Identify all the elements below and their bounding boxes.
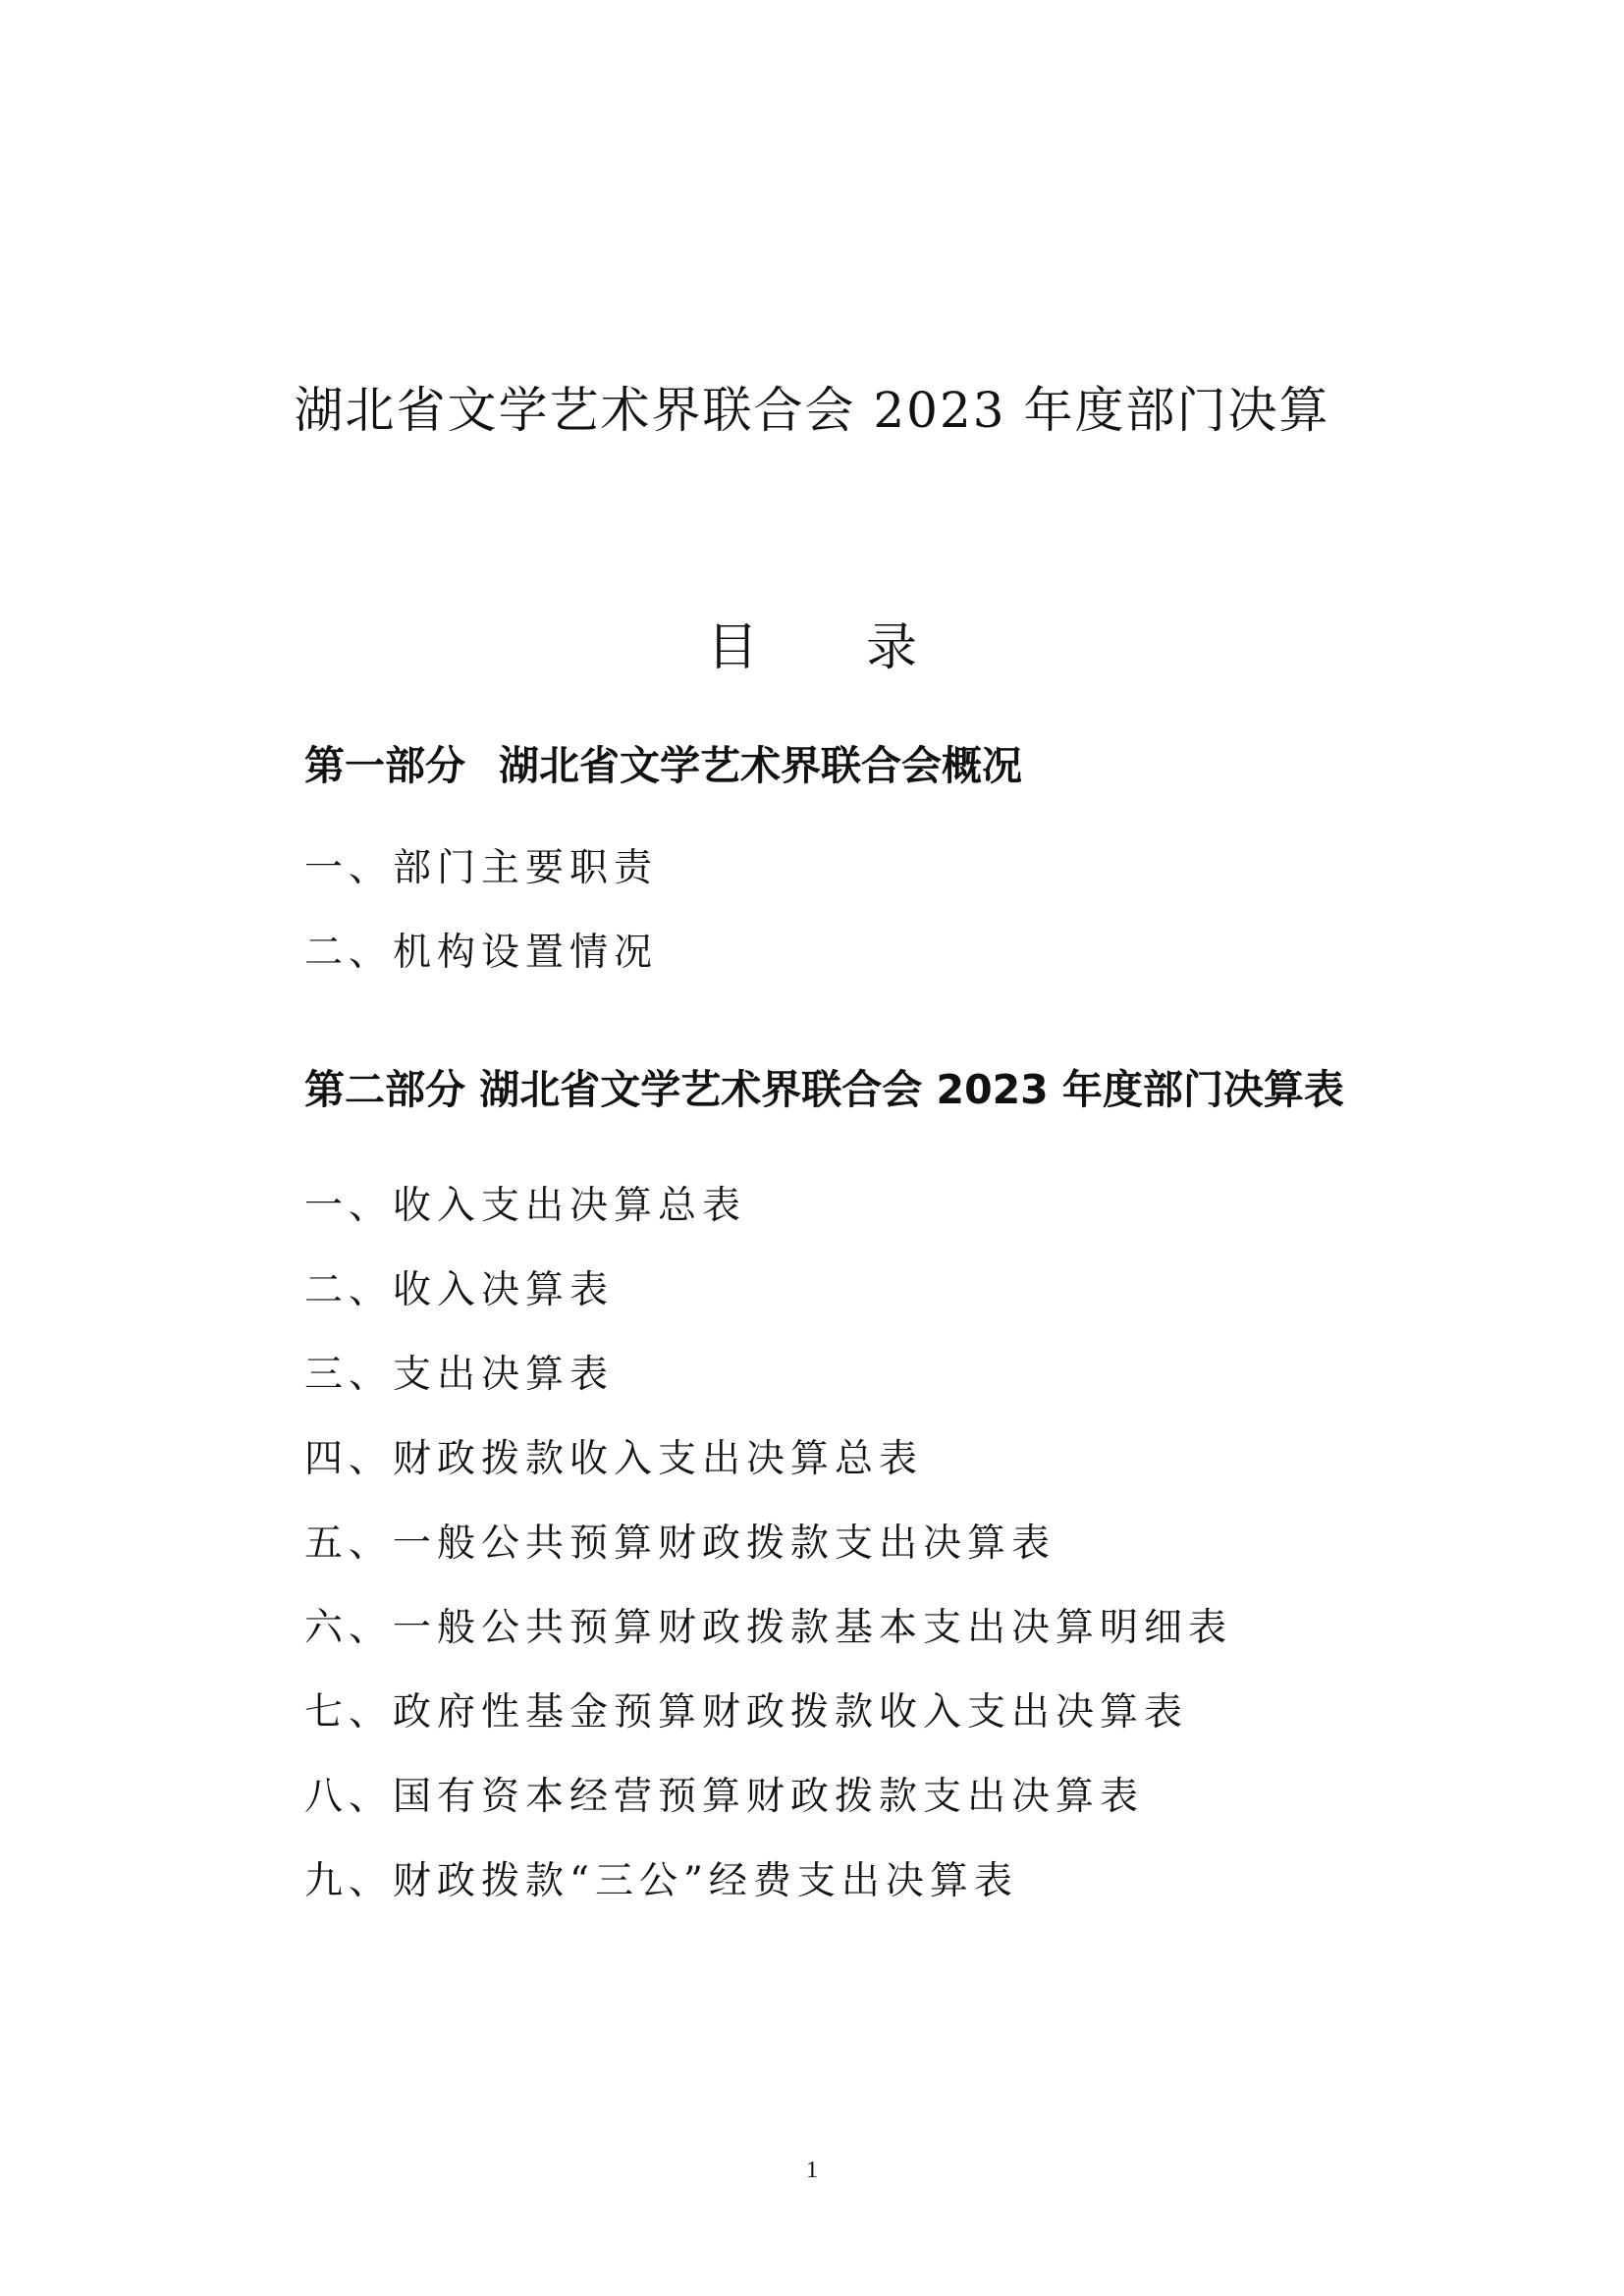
part-one-list: [304, 827, 658, 995]
toc-item: 二、收入决算表: [304, 1268, 615, 1312]
part-one-heading: [304, 736, 1022, 795]
toc-item: 三、支出决算表: [304, 1353, 615, 1397]
toc-item: 一、收入支出决算总表: [304, 1184, 747, 1228]
toc-heading-char-1: 目: [706, 618, 758, 677]
toc-item: 八、国有资本经营预算财政拨款支出决算表: [304, 1775, 1145, 1819]
toc-item: 一、部门主要职责: [304, 846, 659, 890]
toc-item: 二、机构设置情况: [304, 931, 659, 975]
part-one-label: 第一部分: [304, 742, 465, 789]
toc-item: 四、财政拨款收入支出决算总表: [304, 1437, 924, 1481]
part-two-list: [304, 1164, 1232, 1924]
document-title: 湖北省文学艺术界联合会 2023 年度部门决算: [294, 382, 1330, 439]
part-two-heading: 第二部分 湖北省文学艺术界联合会 2023 年度部门决算表: [304, 1066, 1344, 1113]
toc-item: 七、政府性基金预算财政拨款收入支出决算表: [304, 1690, 1189, 1735]
part-one-title: 湖北省文学艺术界联合会概况: [499, 742, 1022, 789]
toc-item: 五、一般公共预算财政拨款支出决算表: [304, 1522, 1056, 1566]
toc-item: 九、财政拨款“三公”经费支出决算表: [304, 1859, 1018, 1903]
toc-heading-char-2: 录: [866, 618, 918, 677]
table-of-contents-heading: [0, 609, 1624, 687]
page-number: 1: [806, 2158, 818, 2183]
toc-item: 六、一般公共预算财政拨款基本支出决算明细表: [304, 1606, 1233, 1650]
